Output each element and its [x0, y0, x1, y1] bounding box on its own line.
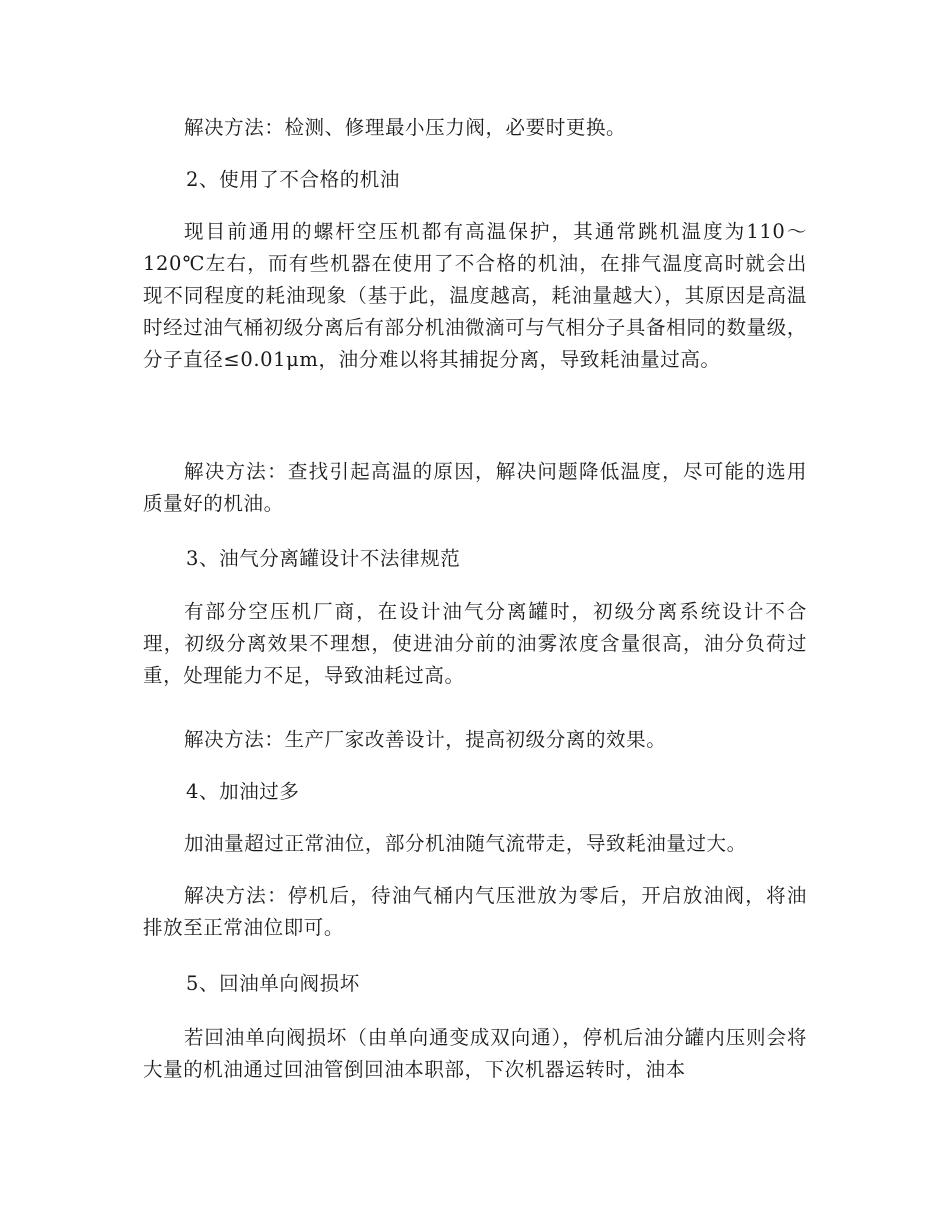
- body-paragraph-4: 加油量超过正常油位，部分机油随气流带走，导致耗油量过大。: [183, 832, 747, 855]
- body-paragraph-3: 有部分空压机厂商，在设计油气分离罐时，初级分离系统设计不合理，初级分离效果不理想，使进油分前的油雾浓度含量很高，油分负荷过重，处理能力不足，导致油耗过高。: [143, 600, 807, 687]
- section-heading-2: 2、使用了不合格的机油: [186, 168, 401, 191]
- body-paragraph-2: 现目前通用的螺杆空压机都有高温保护，其通常跳机温度为110～120℃左右，而有些机器在使用了不合格的机油，在排气温度高时就会出现不同程度的耗油现象（基于此，温度越高，耗油量越大），其原因是高温时经过油气桶初级分离后有部分机油微滴可与气相分子具备相同的数量级，分子直径≤0.01μm，油分难以将其捕捉分离，导致耗油量过高。: [143, 220, 807, 371]
- solution-paragraph-3: 解决方法：生产厂家改善设计，提高初级分离的效果。: [183, 728, 667, 751]
- solution-paragraph-1: 解决方法：检测、修理最小压力阀，必要时更换。: [183, 116, 627, 139]
- section-heading-4: 4、加油过多: [186, 780, 300, 803]
- solution-paragraph-2: 解决方法：查找引起高温的原因，解决问题降低温度，尽可能的选用质量好的机油。: [143, 460, 807, 515]
- body-paragraph-5: 若回油单向阀损坏（由单向通变成双向通），停机后油分罐内压则会将大量的机油通过回油管倒回油本职部，下次机器运转时，油本: [143, 1026, 807, 1081]
- section-heading-5: 5、回油单向阀损坏: [186, 972, 360, 995]
- solution-paragraph-4: 解决方法：停机后，待油气桶内气压泄放为零后，开启放油阀，将油排放至正常油位即可。: [143, 884, 807, 939]
- section-heading-3: 3、油气分离罐设计不法律规范: [186, 547, 461, 570]
